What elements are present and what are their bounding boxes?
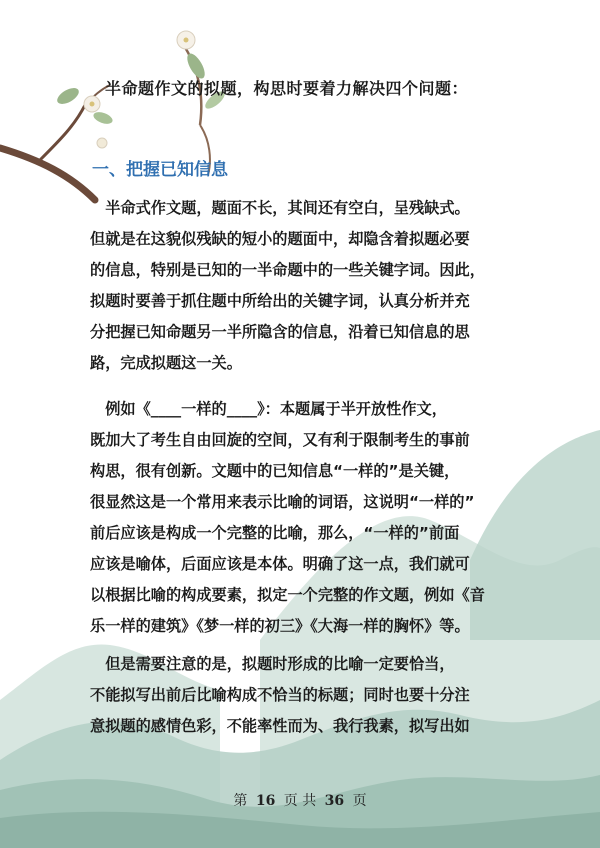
current-page-number: 16 — [255, 793, 276, 809]
paragraph-line: 例如《____一样的____》：本题属于半开放性作文， — [90, 400, 447, 418]
paragraph-line: 半命式作文题，题面不长，其间还有空白，呈残缺式。 — [90, 199, 470, 217]
paragraph-line: 构思，很有创新。文题中的已知信息“一样的”是关键， — [90, 462, 460, 480]
paragraph-line: 拟题时要善于抓住题中所给出的关键字词，认真分析并充 — [90, 292, 470, 310]
paragraph-line: 前后应该是构成一个完整的比喻，那么，“一样的”前面 — [90, 524, 460, 542]
footer-suffix: 页 — [352, 793, 367, 809]
paragraph-line: 的信息，特别是已知的一半命题中的一些关键字词。因此， — [90, 261, 485, 279]
paragraph-line: 路，完成拟题这一关。 — [90, 354, 242, 372]
footer-prefix: 第 — [233, 793, 248, 809]
paragraph-line: 但就是在这貌似残缺的短小的题面中，却隐含着拟题必要 — [90, 230, 470, 248]
paragraph-line: 分把握已知命题另一半所隐含的信息，沿着已知信息的思 — [90, 323, 470, 341]
footer-middle: 页 共 — [283, 793, 317, 809]
paragraph-line: 很显然这是一个常用来表示比喻的词语，这说明“一样的” — [90, 493, 475, 511]
document-heading: 半命题作文的拟题，构思时要着力解决四个问题： — [105, 79, 469, 98]
total-page-count: 36 — [324, 793, 345, 809]
paragraph-line: 应该是喻体，后面应该是本体。明确了这一点，我们就可 — [90, 555, 470, 573]
page-number-footer — [0, 790, 600, 810]
paragraph-line: 乐一样的建筑》《梦一样的初三》《大海一样的胸怀》等。 — [90, 617, 470, 635]
paragraph-line: 以根据比喻的构成要素，拟定一个完整的作文题，例如《音 — [90, 586, 485, 604]
paragraph-1 — [90, 193, 510, 379]
section-title: 一、把握已知信息 — [92, 160, 228, 180]
paragraph-line: 但是需要注意的是，拟题时形成的比喻一定要恰当， — [90, 655, 455, 673]
paragraph-3 — [90, 649, 510, 742]
paragraph-line: 意拟题的感情色彩，不能率性而为、我行我素，拟写出如 — [90, 717, 470, 735]
paragraph-line: 不能拟写出前后比喻构成不恰当的标题；同时也要十分注 — [90, 686, 470, 704]
paragraph-line: 既加大了考生自由回旋的空间，又有利于限制考生的事前 — [90, 431, 470, 449]
paragraph-2 — [90, 394, 510, 642]
